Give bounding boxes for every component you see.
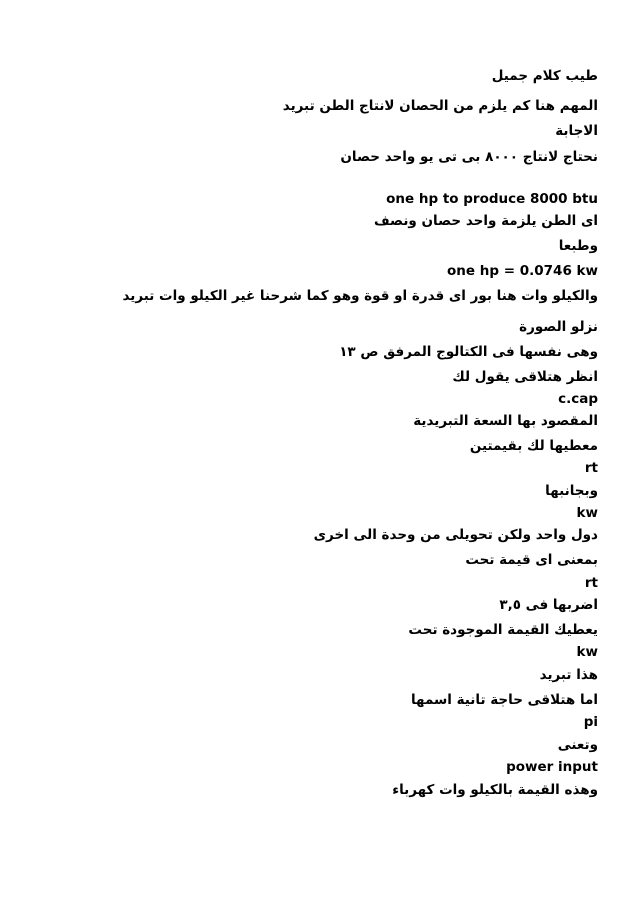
text-line-26: اما هتلاقى حاجة تانية اسمها bbox=[410, 692, 598, 708]
text-line-16: rt bbox=[584, 460, 598, 476]
text-line-19: دول واحد ولكن تحويلى من وحدة الى اخرى bbox=[313, 527, 598, 543]
text-line-22: اضربها فى ٣,٥ bbox=[499, 597, 598, 613]
text-line-25: هذا تبريد bbox=[539, 667, 598, 683]
text-line-13: c.cap bbox=[558, 391, 598, 407]
text-line-14: المقصود بها السعة التبريدية bbox=[413, 413, 598, 429]
text-line-12: انظر هتلاقى يقول لك bbox=[452, 369, 598, 385]
text-line-6: اى الطن يلزمة واحد حصان ونصف bbox=[373, 213, 598, 229]
text-line-24: kw bbox=[576, 644, 598, 660]
text-line-17: وبجانبها bbox=[545, 483, 598, 499]
text-line-15: معطيها لك بقيمتين bbox=[469, 438, 598, 454]
text-line-11: وهى نفسها فى الكتالوج المرفق ص ١٣ bbox=[339, 344, 598, 360]
text-line-8: one hp = 0.0746 kw bbox=[447, 263, 598, 279]
text-line-30: وهذه القيمة بالكيلو وات كهرباء bbox=[392, 782, 598, 798]
text-line-5: one hp to produce 8000 btu bbox=[386, 191, 598, 207]
text-line-3: الاجابة bbox=[555, 123, 598, 139]
text-line-18: kw bbox=[576, 505, 598, 521]
text-line-9: والكيلو وات هنا بور اى قدرة او قوة وهو كما شرحنا غير الكيلو وات تبريد bbox=[122, 288, 598, 304]
text-line-7: وطبعا bbox=[558, 238, 598, 254]
text-line-4: نحتاج لانتاج ٨٠٠٠ بى تى يو واحد حصان bbox=[340, 149, 598, 165]
text-line-10: نزلو الصورة bbox=[519, 319, 598, 335]
text-line-20: بمعنى اى قيمة تحت bbox=[465, 552, 598, 568]
text-line-21: rt bbox=[584, 575, 598, 591]
text-line-29: power input bbox=[506, 759, 598, 775]
text-line-27: pi bbox=[583, 714, 598, 730]
text-line-23: يعطيك القيمة الموجودة تحت bbox=[408, 622, 598, 638]
text-line-28: وتعنى bbox=[557, 737, 598, 753]
text-line-2: المهم هنا كم يلزم من الحصان لانتاج الطن تبريد bbox=[282, 98, 598, 114]
text-line-1: طيب كلام جميل bbox=[491, 68, 598, 84]
